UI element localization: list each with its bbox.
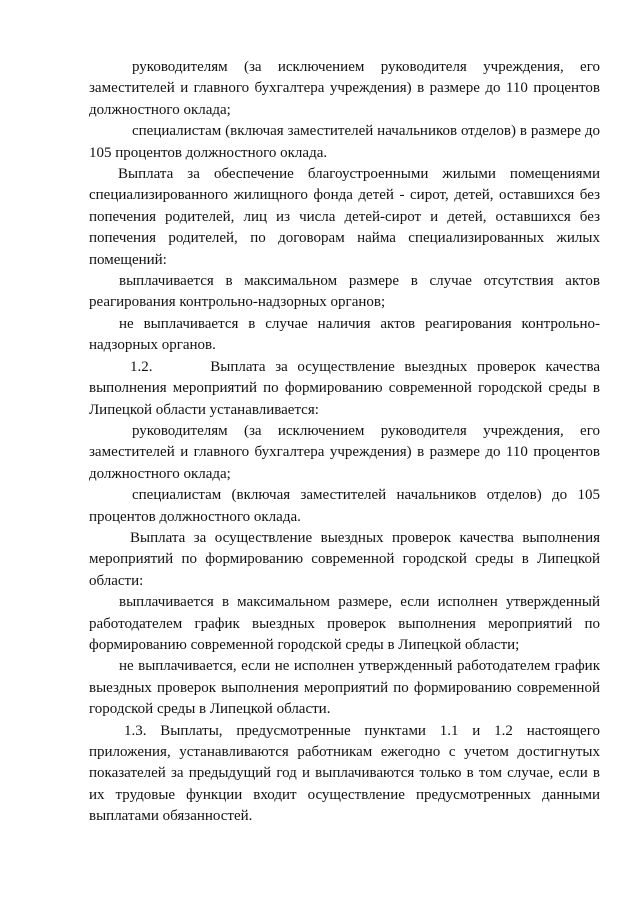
document-page: [89, 57, 600, 828]
paragraph-paid-max: выплачивается в максимальном размере в случае отсутствия актов реагирования контрольно-надзорных органов;: [89, 273, 600, 311]
paragraph-housing-payment: Выплата за обеспечение благоустроенными жилыми помещениями специализированного жилищного фонда детей - сирот, детей, оставшихся без попечения родителей, лиц из числа детей-сирот и детей, оставшихся без попечения родителей, по договорам найма специализированных жилых помещений:: [89, 166, 600, 268]
paragraph-not-paid: не выплачивается в случае наличия актов реагирования контрольно-надзорных органов.: [89, 315, 600, 354]
paragraph-managers-salary-2: руководителям (за исключением руководителя учреждения, его заместителей и главного бухгалтера учреждения) в размере до 110 процентов должностного оклада;: [89, 422, 600, 482]
paragraph-specialists-salary-2: специалистам (включая заместителей начальников отделов) до 105 процентов должностного оклада.: [89, 487, 600, 525]
paragraph-section-1-2: 1.2. Выплата за осуществление выездных проверок качества выполнения мероприятий по формированию современной городской среды в Липецкой области устанавливается:: [89, 358, 600, 418]
paragraph-inspection-paid-max: выплачивается в максимальном размере, если исполнен утвержденный работодателем график выездных проверок выполнения мероприятий по формированию современной городской среды в Липецкой области;: [89, 594, 600, 653]
paragraph-managers-salary: руководителям (за исключением руководителя учреждения, его заместителей и главного бухгалтера учреждения) в размере до 110 процентов должностного оклада;: [89, 59, 600, 118]
paragraph-inspection-payment: Выплата за осуществление выездных проверок качества выполнения мероприятий по формированию современной городской среды в Липецкой области:: [89, 529, 600, 589]
paragraph-inspection-not-paid: не выплачивается, если не исполнен утвержденный работодателем график выездных проверок выполнения мероприятий по формированию современной городской среды в Липецкой области.: [89, 658, 600, 718]
paragraph-section-1-3: 1.3. Выплаты, предусмотренные пунктами 1.1 и 1.2 настоящего приложения, устанавливаются работникам ежегодно с учетом достигнутых показателей за предыдущий год и выплачиваются только в том случае, если в их трудовые функции входит осуществление предусмотренных данными выплатами обязанностей.: [89, 722, 600, 825]
paragraph-specialists-salary: специалистам (включая заместителей начальников отделов) в размере до 105 процентов должностного оклада.: [89, 123, 600, 161]
